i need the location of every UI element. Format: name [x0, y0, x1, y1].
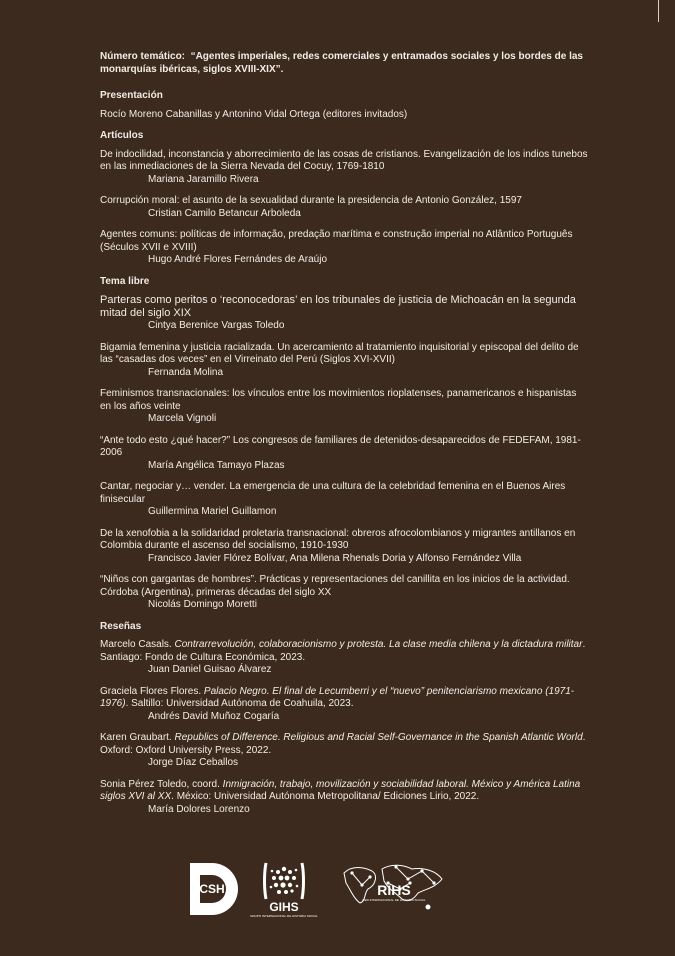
articulos-list [100, 149, 590, 267]
theme-title: “Agentes imperiales, redes comerciales y entramados sociales y los bordes de las monarquías ibéricas, siglos XVIII-XIX”. [100, 51, 583, 75]
theme-heading [100, 50, 590, 76]
book-title: Inmigración, trabajo, movilización y sociabilidad laboral. México y América Latina siglos XVI al XX [100, 778, 581, 802]
entry-author: María Dolores Lorenzo [148, 803, 250, 815]
theme-label: Número temático: [100, 51, 186, 62]
entry-author: Cintya Berenice Vargas Toledo [148, 320, 285, 331]
book-title: Palacio Negro. El final de Lecumberri y el “nuevo” penitenciarismo mexicano (1971-1976) [100, 685, 575, 709]
tema-libre-heading: Tema libre [100, 275, 150, 287]
list-item [100, 388, 590, 426]
entry-title: Bigamia femenina y justicia racializada. Un acercamiento al tratamiento inquisitorial y episcopal del delito de las “casadas dos veces” en el Virreinato del Perú (Siglos XVI-XVII) [100, 341, 579, 365]
list-item [100, 195, 590, 220]
entry-author: Fernanda Molina [148, 366, 224, 378]
list-item [100, 481, 590, 519]
entry-title: “Niños con gargantas de hombres”. Prácticas y representaciones del canillita en los inicios de la actividad. Córdoba (Argentina), primeras décadas del siglo XX [100, 574, 570, 598]
list-item [100, 229, 590, 267]
list-item [100, 528, 590, 566]
entry-author: Jorge Díaz Ceballos [148, 757, 239, 768]
entry-author: Nicolás Domingo Moretti [148, 599, 257, 610]
publication-info: . Santiago: Fondo de Cultura Económica, 2023. [100, 639, 586, 663]
presentacion-text: Rocío Moreno Cabanillas y Antonino Vidal Ortega (editores invitados) [100, 108, 408, 120]
list-item [100, 686, 590, 724]
entry-author: Mariana Jaramillo Rivera [148, 173, 259, 185]
entry-author: Hugo André Flores Fernándes de Araújo [148, 254, 327, 265]
book-title: Republics of Difference. Religious and Racial Self-Governance in the Spanish Atlantic World [174, 732, 583, 743]
rihs-logo-text: RIHS [377, 882, 411, 898]
review-author: Marcelo Casals. [100, 639, 175, 650]
gihs-logo-text: GIHS [269, 900, 299, 914]
review-author: Sonia Pérez Toledo, coord. [100, 778, 223, 790]
rihs-logo-subtext: RED INTERNACIONAL DE HISTORIA SOCIAL [362, 898, 426, 902]
review-citation [100, 732, 590, 757]
list-item [100, 639, 590, 677]
entry-title: “Ante todo esto ¿qué hacer?” Los congresos de familiares de detenidos-desaparecidos de FEDEFAM, 1981-2006 [100, 434, 581, 458]
entry-author: Cristian Camilo Betancur Arboleda [148, 207, 301, 219]
entry-author: Marcela Vignoli [148, 413, 217, 424]
csh-logo-text: CSH [199, 882, 225, 896]
entry-author: Juan Daniel Guisao Álvarez [148, 664, 272, 675]
list-item [100, 294, 590, 333]
entry-title: Corrupción moral: el asunto de la sexualidad durante la presidencia de Antonio González, 1597 [100, 195, 522, 206]
list-item [100, 149, 590, 187]
entry-title: Feminismos transnacionales: los vínculos entre los movimientos rioplatenses, panamericanos e hispanistas en los años veinte [100, 388, 577, 412]
entry-author: Francisco Javier Flórez Bolívar, Ana Milena Rhenals Doria y Alfonso Fernández Villa [148, 552, 522, 564]
list-item [100, 435, 590, 473]
gihs-logo [250, 859, 318, 923]
entry-author: Andrés David Muñoz Cogaría [148, 710, 280, 722]
entry-title: De la xenofobia a la solidaridad proletaria transnacional: obreros afrocolombianos y migrantes antillanos en Colombia durante el ascenso del socialismo, 1910-1930 [100, 527, 576, 551]
logos-row [180, 855, 460, 925]
review-citation [100, 686, 590, 711]
rihs-logo [338, 859, 448, 919]
entry-author: María Angélica Tamayo Plazas [148, 459, 285, 471]
list-item [100, 779, 590, 817]
review-author: Graciela Flores Flores. [100, 685, 204, 697]
crop-mark [658, 0, 659, 22]
gihs-logo-subtext: GRUPO INTERNACIONAL DE HISTORIA SOCIAL [250, 914, 318, 918]
articulos-heading: Artículos [100, 130, 144, 141]
publication-info: . Oxford: Oxford University Press, 2022. [100, 732, 586, 756]
list-item [100, 342, 590, 380]
publication-info: . Saltillo: Universidad Autónoma de Coahuila, 2023. [125, 698, 354, 709]
list-item [100, 574, 590, 612]
review-citation [100, 779, 590, 804]
publication-info: . México: Universidad Autónoma Metropolitana/ Ediciones Lirio, 2022. [171, 791, 480, 802]
entry-title: Agentes comuns: políticas de informação, predação marítima e construção imperial no Atlântico Português (Séculos XVII e XVIII) [100, 229, 573, 253]
book-title: Contrarrevolución, colaboracionismo y protesta. La clase media chilena y la dictadura militar [174, 639, 583, 650]
entry-title: De indocilidad, inconstancia y aborrecimiento de las cosas de cristianos. Evangelización de los indios tunebos en las inmediaciones de la Sierra Nevada del Cocuy, 1769-1810 [100, 148, 588, 172]
presentacion-heading: Presentación [100, 90, 163, 101]
entry-author: Guillermina Mariel Guillamon [148, 506, 277, 517]
resenas-heading: Reseñas [100, 620, 142, 632]
resenas-list [100, 639, 590, 816]
csh-logo [186, 859, 240, 919]
entry-title: Cantar, negociar y… vender. La emergencia de una cultura de la celebridad femenina en el Buenos Aires finisecular [100, 481, 566, 505]
table-of-contents [100, 50, 590, 825]
review-author: Karen Graubart. [100, 732, 175, 743]
list-item [100, 732, 590, 770]
entry-title: Parteras como peritos o ‘reconocedoras’ en los tribunales de justicia de Michoacán en la segunda mitad del siglo XIX [100, 294, 576, 319]
tema-libre-list [100, 294, 590, 612]
review-citation [100, 639, 590, 664]
